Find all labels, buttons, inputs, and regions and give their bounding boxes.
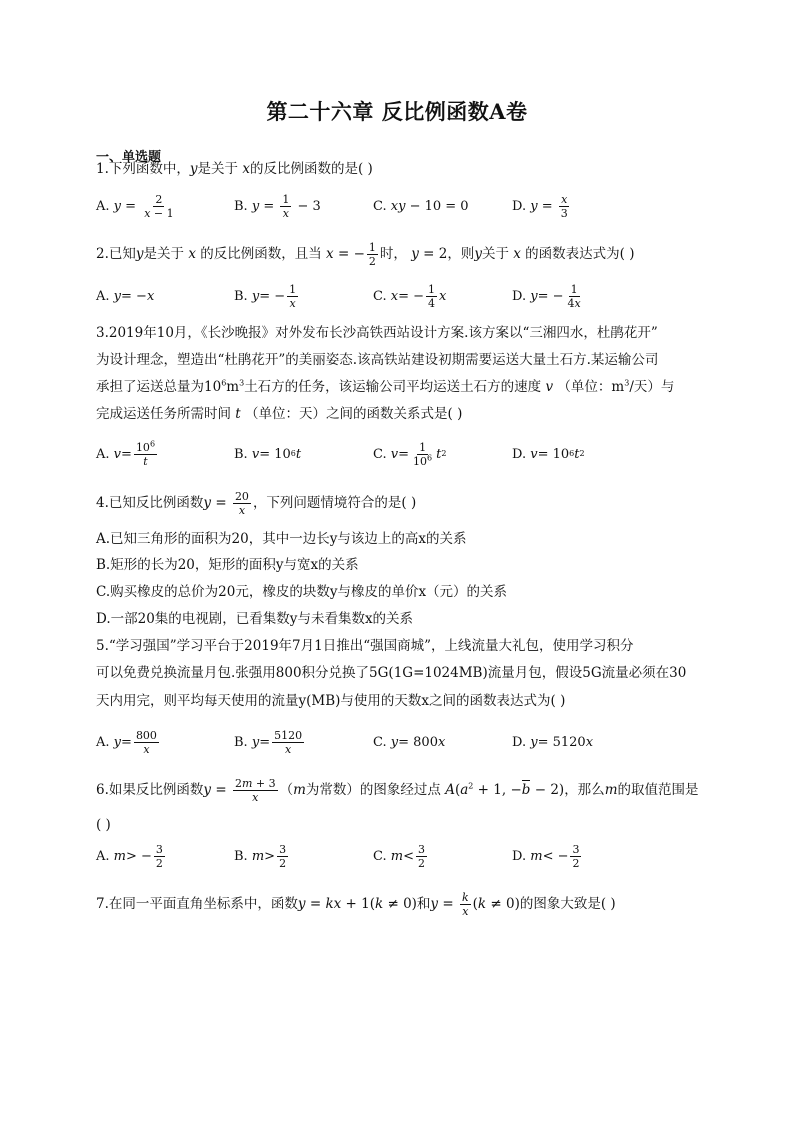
option-c[interactable]: C. xy − 10 = 0 [373, 198, 469, 214]
option-a[interactable]: A. y = − x [96, 288, 155, 304]
option-b[interactable]: B. y = $\frac{1}{x}$ − 3 [234, 192, 321, 220]
question-5-line-1: 5.“学习强国”学习平台于2019年7月1日推出“强国商城”，上线流量大礼包，使用学习积分 [96, 638, 634, 654]
option-d[interactable]: D. y = $\frac{x}{3}$ [512, 192, 568, 220]
question-3-line-3: 承担了运送总量为$10^6m^3$土石方的任务，该运输公司平均运送土石方的速度 v （单位：$m^3/$天）与 [96, 378, 675, 395]
section-heading: 一、单选题 [96, 150, 162, 165]
question-2-options [96, 282, 716, 310]
question-3-line-4: 完成运送任务所需时间 t （单位：天）之间的函数关系式是( ) [96, 406, 463, 422]
question-1-stem: 1.下列函数中，y是关于 x的反比例函数的是( ) [96, 161, 373, 177]
question-1-options [96, 192, 716, 220]
question-7-stem: 7.在同一平面直角坐标系中，函数y = kx + 1(k ≠ 0)和y = $\frac{k}{x}$ (k ≠ 0)的图象大致是( ) [96, 891, 616, 918]
question-4-option-a[interactable]: A.已知三角形的面积为20，其中一边长y与该边上的高x的关系 [96, 531, 467, 547]
option-d[interactable]: D. y = 5120 x [512, 734, 594, 750]
option-c[interactable]: C. m < $\frac{3}{2}$ [373, 842, 425, 870]
question-3-line-1: 3.2019年10月，《长沙晚报》对外发布长沙高铁西站设计方案.该方案以“三湘四水，杜鹃花开” [96, 325, 658, 341]
question-4-option-c[interactable]: C.购买橡皮的总价为20元，橡皮的块数y与橡皮的单价x（元）的关系 [96, 584, 508, 600]
option-b[interactable]: B. m > $\frac{3}{2}$ [234, 842, 287, 870]
question-3-options [96, 440, 716, 468]
question-6-stem: 6.如果反比例函数y = $\frac{2m + 3}{x}$ （m为常数）的图象经过点 $A(a^2 + 1$, −b − 2)，那么m的取值范围是 [96, 777, 699, 804]
question-5-line-2: 可以免费兑换流量月包.张强用800积分兑换了5G(1G=1024MB)流量月包，假设5G流量必须在30 [96, 665, 687, 681]
question-6-line-2: ( ) [96, 817, 111, 833]
option-b[interactable]: B. v = 10 6 t [234, 446, 302, 462]
question-3-line-2: 为设计理念，塑造出“杜鹃花开”的美丽姿态.该高铁站建设初期需要运送大量土石方.某运输公司 [96, 352, 659, 368]
question-4-option-b[interactable]: B.矩形的长为20，矩形的面积y与宽x的关系 [96, 557, 359, 573]
option-a[interactable]: A. v = $\frac{10^6}{t}$ [96, 438, 156, 468]
question-4-option-d[interactable]: D.一部20集的电视剧，已看集数y与未看集数x的关系 [96, 611, 414, 627]
option-c[interactable]: C. x = − $\frac{1}{4}$ x [373, 282, 447, 310]
option-b[interactable]: B. y = $\frac{5120}{x}$ [234, 728, 303, 756]
option-d[interactable]: D. v = 10 6 t 2 [512, 446, 585, 462]
option-a[interactable]: A. y = $\frac{2}{x - 1}$ [96, 192, 174, 220]
option-a[interactable]: A. y = $\frac{800}{x}$ [96, 728, 157, 756]
question-6-options [96, 842, 716, 870]
option-c[interactable]: C. v = $\frac{1}{10^6}$ t 2 [373, 440, 447, 468]
question-4-stem: 4.已知反比例函数y = $\frac{20}{x}$ ，下列问题情境符合的是( ) [96, 490, 417, 517]
option-c[interactable]: C. y = 800 x [373, 734, 446, 750]
option-a[interactable]: A. m > − $\frac{3}{2}$ [96, 842, 163, 870]
question-5-line-3: 天内用完，则平均每天使用的流量y(MB)与使用的天数x之间的函数表达式为( ) [96, 693, 566, 709]
question-5-options [96, 728, 716, 756]
option-b[interactable]: B. y = − $\frac{1}{x}$ [234, 282, 297, 310]
page-title: 第二十六章 反比例函数A卷 [266, 99, 528, 124]
option-d[interactable]: D. y = − $\frac{1}{4x}$ [512, 282, 581, 310]
question-2-stem: 2.已知y是关于 x 的反比例函数，且当 x = − $\frac{1}{2}$ 时， y = 2，则y关于 x 的函数表达式为( ) [96, 241, 635, 268]
option-d[interactable]: D. m < − $\frac{3}{2}$ [512, 842, 580, 870]
